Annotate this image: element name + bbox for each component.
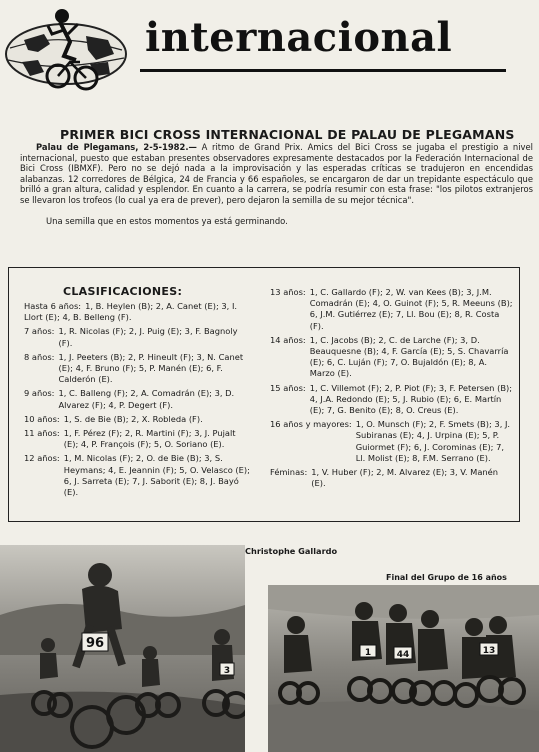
result-row xyxy=(24,388,252,410)
number-plate-96: 96 xyxy=(85,636,105,651)
photo-christophe-gallardo xyxy=(0,545,245,752)
result-list: 1, C. Jacobs (B); 2, C. de Larche (F); 3, D. Beauquesne (B); 4, F. García (E); 5, S. Chavarría (E); 6, C. Luján (F); 7, O. Bujaldón (E); 8, A. Marzo (E). xyxy=(309,334,509,379)
bmx-rider-icon xyxy=(4,4,128,94)
result-category: 10 años: xyxy=(24,413,60,424)
result-category: 8 años: xyxy=(24,351,55,362)
bmx-globe-logo xyxy=(4,4,128,94)
result-category: 14 años: xyxy=(270,334,306,345)
result-row xyxy=(24,352,252,386)
result-list: 1, C. Balleng (F); 2, A. Comadrán (E); 3, D. Alvarez (F); 4, P. Degert (F). xyxy=(58,388,235,410)
article-closing: Una semilla que en estos momentos ya está germinando. xyxy=(46,216,288,226)
result-list: 1, S. de Bie (B); 2, X. Robleda (F). xyxy=(63,413,203,424)
result-category: 7 años: xyxy=(24,326,55,337)
result-row xyxy=(24,301,252,323)
result-category: 13 años: xyxy=(270,287,306,297)
result-row xyxy=(270,467,514,489)
result-row xyxy=(270,419,514,464)
result-list: 1, J. Peeters (B); 2, P. Hineult (F); 3, N. Canet (E); 4, F. Bruno (F); 5, P. Manén (E); 6, F. Calderón (E). xyxy=(58,351,244,385)
result-list: 1, C. Villemot (F); 2, P. Piot (F); 3, F. Petersen (B); 4, J.A. Redondo (E); 5, J. Rubio (E); 6, E. Martín (E); 7, G. Benito (E); 8, O. Creus (E). xyxy=(309,382,513,416)
result-list: 1, F. Pérez (F); 2, R. Martini (F); 3, J. Pujalt (E); 4, P. François (F); 5, O. Soriano (E). xyxy=(63,428,236,450)
results-column-right xyxy=(270,287,514,492)
result-category: 12 años: xyxy=(24,453,60,464)
article-body xyxy=(20,142,533,206)
result-row xyxy=(24,326,252,348)
result-list: 1, O. Munsch (F); 2, F. Smets (B); 3, J. Subiranas (E); 4, J. Urpina (E); 5, P. Guiormet (F); 6, J. Corominas (E); 7, Ll. Molist (E); 8, F.M. Serrano (E). xyxy=(355,419,511,463)
result-row xyxy=(270,383,514,417)
result-category: Hasta 6 años: xyxy=(24,301,82,311)
number-plate-13: 13 xyxy=(482,646,496,656)
result-row xyxy=(270,335,514,380)
section-title: internacional xyxy=(145,14,453,61)
article-title: PRIMER BICI CROSS INTERNACIONAL DE PALAU DE PLEGAMANS xyxy=(60,127,515,142)
results-heading: CLASIFICACIONES: xyxy=(63,285,183,298)
photo-final-grupo-16 xyxy=(268,585,539,752)
result-row xyxy=(24,414,252,425)
result-list: 1, C. Gallardo (F); 2, W. van Kees (B); 3, J.M. Comadrán (E); 4, O. Guinot (F); 5, R. Meeuns (B); 6, J.M. Gutiérrez (E); 7, Ll. Bou (E); 8, R. Costa (F). xyxy=(309,287,513,331)
article-text: A ritmo de Grand Prix. Amics del Bici Cross se jugaba el prestigio a nivel internacional, puesto que estaban presentes observadores expresamente destacados por la Federación Internacional de Bici Cross (IBMXF). Pero no se dejó nada a la improvisación y las esperadas críticas se tradujeron en encendidas alabanzas. 12 corredores de Bélgica, 24 de Francia y 66 españoles, se encargaron de dar un trepidante espectáculo que brilló a gran altura, calidad y esplendor. En cuanto a la carrera, se podría resumir con esta frase: "los pilotos extranjeros se llevaron los trofeos (lo cual ya era de prever), pero dejaron la semilla de su mejor técnica". xyxy=(20,142,533,205)
title-rule xyxy=(140,69,506,72)
number-plate-1: 1 xyxy=(364,648,372,658)
result-row xyxy=(24,428,252,450)
article-lead: Palau de Plegamans, 2-5-1982.— xyxy=(36,142,197,152)
photo-caption-right: Final del Grupo de 16 años xyxy=(386,573,507,582)
result-list: 1, R. Nicolas (F); 2, J. Puig (E); 3, F. Bagnoly (F). xyxy=(58,326,238,348)
result-row xyxy=(24,453,252,498)
result-row xyxy=(270,287,514,332)
result-list: 1, M. Nicolas (F); 2, O. de Bie (B); 3, S. Heymans; 4, E. Jeannin (F); 5, O. Velasco (E); 6, J. Sarreta (E); 7, J. Saborit (E); 8, J. Bayó (E). xyxy=(63,453,250,498)
result-list: 1, B. Heylen (B); 2, A. Canet (E); 3, I. Llort (E); 4, B. Belleng (F). xyxy=(24,301,238,323)
result-category: 15 años: xyxy=(270,382,306,393)
result-category: 16 años y mayores: xyxy=(270,419,352,430)
results-column-left xyxy=(24,301,252,501)
number-plate-44: 44 xyxy=(396,650,410,660)
number-plate-3: 3 xyxy=(223,666,231,676)
photo-caption-left: Christophe Gallardo xyxy=(245,546,338,556)
result-category: 11 años: xyxy=(24,428,60,439)
result-category: 9 años: xyxy=(24,388,55,399)
result-list: 1, V. Huber (F); 2, M. Alvarez (E); 3, V. Manén (E). xyxy=(311,467,499,489)
result-category: Féminas: xyxy=(270,467,308,478)
